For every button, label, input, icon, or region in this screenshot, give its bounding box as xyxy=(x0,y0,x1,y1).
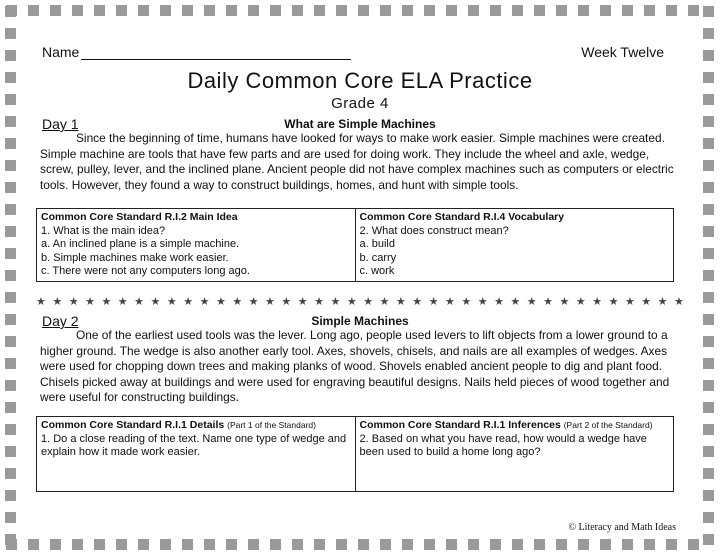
border-square xyxy=(424,539,435,550)
border-square xyxy=(534,539,545,550)
star-icon: ★ xyxy=(166,296,177,308)
star-icon: ★ xyxy=(297,296,308,308)
day2-passage: One of the earliest used tools was the lever. Long ago, people used levers to lift objects from a lower ground to a higher ground. The wedge is also another early tool. Axes, shovels, chisels, and nails are all examples of wedges. Axes were used for chopping down trees and making planks of wood. Shovels enabled ancient people to dig and plant food. Chisels picked away at buildings and were used for engraving beautiful designs. Nails held pieces of wood together and were useful for constructing buildings. xyxy=(40,328,670,405)
star-icon: ★ xyxy=(215,296,226,308)
star-icon: ★ xyxy=(510,296,521,308)
star-icon: ★ xyxy=(575,296,586,308)
star-icon: ★ xyxy=(281,296,292,308)
border-square xyxy=(703,28,714,39)
border-square xyxy=(5,182,16,193)
border-square xyxy=(314,5,325,16)
star-icon: ★ xyxy=(592,296,603,308)
border-square xyxy=(622,539,633,550)
star-icon: ★ xyxy=(674,296,684,308)
border-square xyxy=(116,539,127,550)
border-square xyxy=(446,5,457,16)
border-square xyxy=(5,336,16,347)
answer-option[interactable]: a. An inclined plane is a simple machine. xyxy=(41,238,240,251)
star-icon: ★ xyxy=(52,296,63,308)
border-square xyxy=(703,358,714,369)
border-square xyxy=(5,512,16,523)
border-square xyxy=(703,270,714,281)
star-icon: ★ xyxy=(248,296,259,308)
border-bottom xyxy=(0,538,720,552)
day1-question-right xyxy=(355,209,674,281)
day2-question-left[interactable] xyxy=(37,417,355,491)
star-icon: ★ xyxy=(101,296,112,308)
border-square xyxy=(72,539,83,550)
border-square xyxy=(490,539,501,550)
answer-option[interactable]: b. carry xyxy=(359,251,397,264)
answer-option[interactable]: c. There were not any computers long ago. xyxy=(41,265,250,278)
star-icon: ★ xyxy=(314,296,324,308)
border-square xyxy=(688,539,699,550)
star-icon: ★ xyxy=(428,296,439,308)
question-text: 2. What does construct mean? xyxy=(359,224,509,237)
border-square xyxy=(556,5,567,16)
border-square xyxy=(138,5,149,16)
border-square xyxy=(5,6,16,17)
border-square xyxy=(490,5,501,16)
border-square xyxy=(204,539,215,550)
star-icon: ★ xyxy=(608,296,619,308)
border-square xyxy=(703,182,714,193)
border-square xyxy=(556,539,567,550)
border-square xyxy=(5,468,16,479)
border-square xyxy=(226,539,237,550)
border-square xyxy=(666,5,677,16)
border-square xyxy=(5,28,16,39)
border-square xyxy=(248,5,259,16)
answer-option[interactable]: c. work xyxy=(359,265,395,278)
border-square xyxy=(703,204,714,215)
border-square xyxy=(248,539,259,550)
border-square xyxy=(446,539,457,550)
star-icon: ★ xyxy=(183,296,194,308)
border-square xyxy=(160,539,171,550)
star-icon: ★ xyxy=(85,296,95,308)
border-square xyxy=(703,446,714,457)
star-icon: ★ xyxy=(199,296,210,308)
border-square xyxy=(182,5,193,16)
border-square xyxy=(703,226,714,237)
border-square xyxy=(703,512,714,523)
border-square xyxy=(703,402,714,413)
border-square xyxy=(358,5,369,16)
border-square xyxy=(5,50,16,61)
border-square xyxy=(688,5,699,16)
star-icon: ★ xyxy=(379,296,390,308)
border-square xyxy=(5,490,16,501)
border-square xyxy=(50,5,61,16)
border-square xyxy=(5,204,16,215)
standard-label: Common Core Standard R.I.2 Main Idea xyxy=(41,211,238,223)
border-square xyxy=(204,5,215,16)
border-square xyxy=(622,5,633,16)
border-square xyxy=(600,539,611,550)
border-square xyxy=(644,5,655,16)
border-square xyxy=(468,539,479,550)
answer-option[interactable]: a. build xyxy=(359,238,395,251)
border-square xyxy=(226,5,237,16)
day1-passage: Since the beginning of time, humans have looked for ways to make work easier. Simple machines were created. Simple machine are tools that have few parts and are used for doing work. They include the wheel and axle, wedge, screw, pulley, lever, and the inclined plane. Ancient people did not have complex machines such as computers or electric tools. However, they found a way to construct buildings, homes, and hunt with simple tools. xyxy=(40,131,674,192)
border-square xyxy=(578,5,589,16)
standard-label: Common Core Standard R.I.4 Vocabulary xyxy=(359,211,565,223)
grade-label: Grade 4 xyxy=(331,95,389,112)
day2-question-box xyxy=(36,416,674,492)
border-square xyxy=(703,380,714,391)
border-square xyxy=(5,270,16,281)
star-icon: ★ xyxy=(559,296,570,308)
day2-title: Simple Machines xyxy=(311,314,409,328)
star-icon: ★ xyxy=(477,296,488,308)
border-square xyxy=(160,5,171,16)
border-square xyxy=(50,539,61,550)
border-square xyxy=(600,5,611,16)
standard-note: (Part 1 of the Standard) xyxy=(227,420,316,430)
star-icon: ★ xyxy=(150,296,161,308)
day1-question-box xyxy=(36,208,674,282)
border-square xyxy=(578,539,589,550)
star-icon: ★ xyxy=(543,296,554,308)
border-square xyxy=(644,539,655,550)
border-square xyxy=(28,539,39,550)
star-icon: ★ xyxy=(526,296,537,308)
star-icon: ★ xyxy=(395,296,406,308)
border-square xyxy=(703,50,714,61)
name-field[interactable] xyxy=(42,44,351,60)
star-icon: ★ xyxy=(265,296,275,308)
border-square xyxy=(703,160,714,171)
border-square xyxy=(703,468,714,479)
day2-question-right[interactable] xyxy=(355,417,674,491)
name-line xyxy=(81,45,351,60)
border-square xyxy=(270,5,281,16)
star-icon: ★ xyxy=(444,296,455,308)
border-square xyxy=(703,6,714,17)
border-square xyxy=(5,358,16,369)
border-square xyxy=(336,5,347,16)
border-square xyxy=(5,138,16,149)
day2-label: Day 2 xyxy=(42,313,79,329)
border-square xyxy=(703,490,714,501)
border-square xyxy=(5,446,16,457)
border-square xyxy=(5,160,16,171)
answer-option[interactable]: b. Simple machines make work easier. xyxy=(41,251,229,264)
border-square xyxy=(703,424,714,435)
border-square xyxy=(5,402,16,413)
border-square xyxy=(5,534,16,545)
border-square xyxy=(94,539,105,550)
day1-title: What are Simple Machines xyxy=(284,117,436,131)
border-square xyxy=(94,5,105,16)
question-text: 1. What is the main idea? xyxy=(41,224,166,237)
standard-label: Common Core Standard R.I.1 Inferences xyxy=(359,419,561,431)
star-icon: ★ xyxy=(641,296,652,308)
border-square xyxy=(666,539,677,550)
border-square xyxy=(512,5,523,16)
name-label: Name xyxy=(42,44,80,60)
star-icon: ★ xyxy=(624,296,635,308)
border-square xyxy=(292,539,303,550)
star-icon: ★ xyxy=(68,296,79,308)
border-square xyxy=(512,539,523,550)
border-square xyxy=(468,5,479,16)
border-square xyxy=(138,539,149,550)
star-icon: ★ xyxy=(657,296,668,308)
star-icon: ★ xyxy=(363,296,374,308)
border-square xyxy=(314,539,325,550)
star-icon: ★ xyxy=(330,296,341,308)
border-square xyxy=(72,5,83,16)
border-square xyxy=(358,539,369,550)
border-square xyxy=(703,138,714,149)
border-square xyxy=(402,539,413,550)
border-square xyxy=(28,5,39,16)
day1-question-left xyxy=(37,209,355,281)
border-square xyxy=(5,424,16,435)
star-icon: ★ xyxy=(494,296,504,308)
border-square xyxy=(703,248,714,259)
border-square xyxy=(336,539,347,550)
border-square xyxy=(703,336,714,347)
question-text: 1. Do a close reading of the text. Name one type of wedge and explain how it made work easier. xyxy=(41,432,347,459)
border-square xyxy=(270,539,281,550)
star-icon: ★ xyxy=(36,296,46,308)
question-text: 2. Based on what you have read, how would a wedge have been used to build a home long ago? xyxy=(359,432,647,459)
star-icon: ★ xyxy=(134,296,145,308)
border-square xyxy=(5,226,16,237)
border-square xyxy=(424,5,435,16)
border-square xyxy=(5,248,16,259)
page-title: Daily Common Core ELA Practice xyxy=(187,68,533,93)
border-square xyxy=(703,534,714,545)
day1-label: Day 1 xyxy=(42,116,79,132)
header-row xyxy=(42,44,664,60)
border-square xyxy=(534,5,545,16)
border-square xyxy=(182,539,193,550)
week-label: Week Twelve xyxy=(581,44,664,60)
star-icon: ★ xyxy=(117,296,128,308)
star-icon: ★ xyxy=(461,296,472,308)
border-square xyxy=(116,5,127,16)
border-square xyxy=(5,292,16,303)
standard-label: Common Core Standard R.I.1 Details xyxy=(41,419,225,431)
copyright: © Literacy and Math Ideas xyxy=(568,522,676,533)
star-icon: ★ xyxy=(232,296,243,308)
star-icon: ★ xyxy=(346,296,357,308)
border-square xyxy=(5,380,16,391)
border-square xyxy=(402,5,413,16)
border-square xyxy=(703,292,714,303)
star-icon: ★ xyxy=(412,296,423,308)
border-top xyxy=(0,4,720,18)
star-divider xyxy=(36,295,684,308)
border-square xyxy=(380,539,391,550)
standard-note: (Part 2 of the Standard) xyxy=(563,420,653,430)
border-square xyxy=(380,5,391,16)
border-square xyxy=(292,5,303,16)
